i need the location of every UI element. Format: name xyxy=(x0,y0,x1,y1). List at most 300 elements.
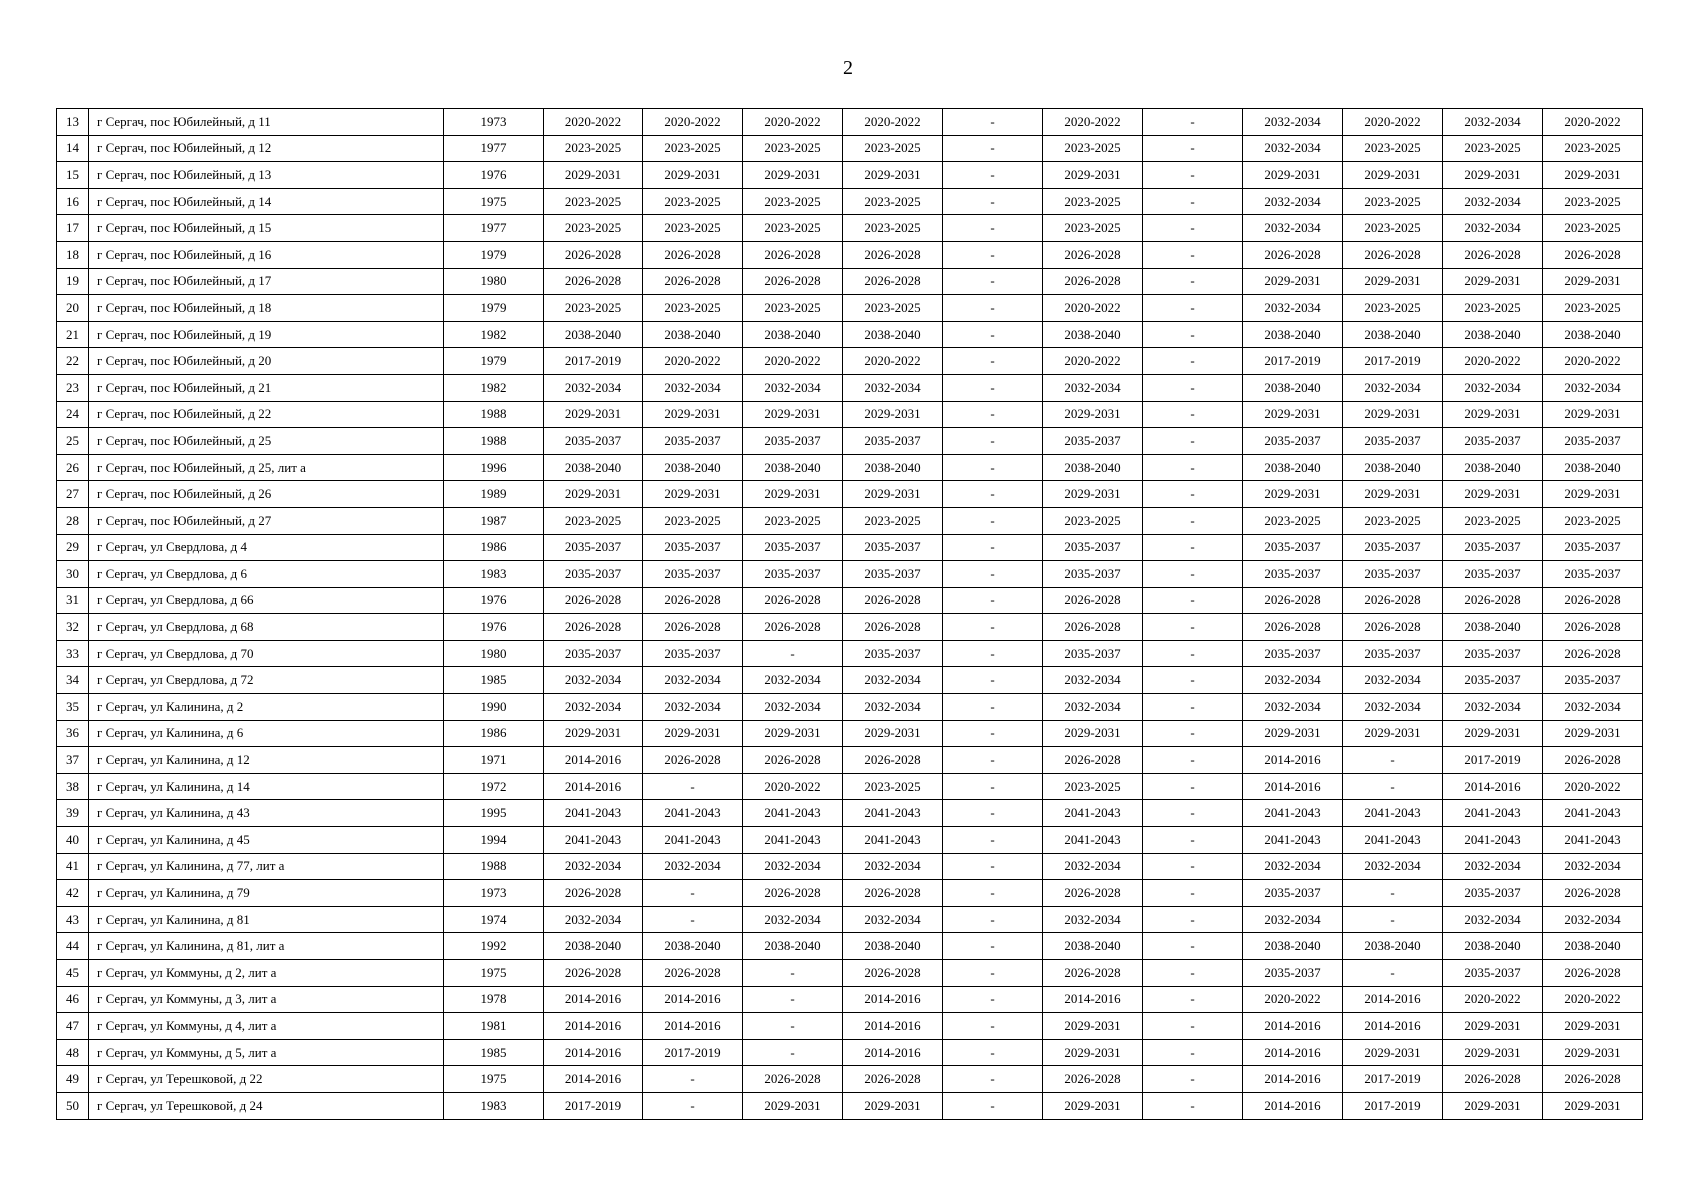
cell-period-6: 2026-2028 xyxy=(1043,747,1143,774)
cell-period-2: 2035-2037 xyxy=(643,428,743,455)
cell-period-7: - xyxy=(1143,960,1243,987)
cell-year-built: 1973 xyxy=(444,109,544,136)
table-row xyxy=(57,720,1643,747)
cell-period-11: 2041-2043 xyxy=(1543,827,1643,854)
cell-period-7: - xyxy=(1143,162,1243,189)
cell-period-6: 2035-2037 xyxy=(1043,428,1143,455)
cell-period-2: - xyxy=(643,1092,743,1119)
cell-period-6: 2038-2040 xyxy=(1043,321,1143,348)
cell-row-number: 14 xyxy=(57,135,89,162)
cell-period-3: 2023-2025 xyxy=(743,188,843,215)
table-row xyxy=(57,906,1643,933)
cell-period-8: 2029-2031 xyxy=(1243,268,1343,295)
table-row xyxy=(57,561,1643,588)
cell-period-5: - xyxy=(943,401,1043,428)
table-row xyxy=(57,640,1643,667)
cell-period-1: 2026-2028 xyxy=(544,241,643,268)
cell-period-7: - xyxy=(1143,694,1243,721)
cell-period-4: 2032-2034 xyxy=(843,374,943,401)
cell-period-8: 2035-2037 xyxy=(1243,534,1343,561)
cell-row-number: 23 xyxy=(57,374,89,401)
cell-period-1: 2038-2040 xyxy=(544,454,643,481)
cell-period-1: 2035-2037 xyxy=(544,534,643,561)
cell-period-1: 2029-2031 xyxy=(544,720,643,747)
cell-period-5: - xyxy=(943,109,1043,136)
cell-period-3: 2023-2025 xyxy=(743,215,843,242)
cell-period-9: 2029-2031 xyxy=(1343,401,1443,428)
cell-period-4: 2026-2028 xyxy=(843,241,943,268)
cell-address: г Сергач, ул Коммуны, д 2, лит а xyxy=(89,960,444,987)
cell-period-6: 2032-2034 xyxy=(1043,374,1143,401)
cell-period-10: 2032-2034 xyxy=(1443,906,1543,933)
cell-period-2: 2029-2031 xyxy=(643,720,743,747)
cell-period-5: - xyxy=(943,773,1043,800)
cell-period-3: 2041-2043 xyxy=(743,827,843,854)
cell-period-10: 2038-2040 xyxy=(1443,454,1543,481)
cell-period-9: 2035-2037 xyxy=(1343,561,1443,588)
cell-period-9: 2017-2019 xyxy=(1343,348,1443,375)
cell-period-5: - xyxy=(943,1039,1043,1066)
cell-period-11: 2038-2040 xyxy=(1543,454,1643,481)
cell-period-8: 2035-2037 xyxy=(1243,960,1343,987)
cell-period-5: - xyxy=(943,933,1043,960)
cell-address: г Сергач, ул Калинина, д 2 xyxy=(89,694,444,721)
cell-period-6: 2035-2037 xyxy=(1043,640,1143,667)
cell-row-number: 30 xyxy=(57,561,89,588)
cell-period-5: - xyxy=(943,428,1043,455)
cell-address: г Сергач, пос Юбилейный, д 25 xyxy=(89,428,444,455)
table-row xyxy=(57,1092,1643,1119)
cell-period-2: 2014-2016 xyxy=(643,986,743,1013)
cell-period-6: 2029-2031 xyxy=(1043,1092,1143,1119)
cell-period-2: 2029-2031 xyxy=(643,162,743,189)
cell-address: г Сергач, ул Свердлова, д 6 xyxy=(89,561,444,588)
cell-period-6: 2020-2022 xyxy=(1043,109,1143,136)
cell-period-1: 2014-2016 xyxy=(544,986,643,1013)
cell-address: г Сергач, ул Коммуны, д 4, лит а xyxy=(89,1013,444,1040)
cell-period-3: 2029-2031 xyxy=(743,162,843,189)
table-row xyxy=(57,295,1643,322)
cell-period-10: 2032-2034 xyxy=(1443,853,1543,880)
cell-year-built: 1980 xyxy=(444,268,544,295)
cell-period-2: 2026-2028 xyxy=(643,747,743,774)
cell-period-9: 2017-2019 xyxy=(1343,1092,1443,1119)
cell-period-10: 2032-2034 xyxy=(1443,374,1543,401)
cell-period-7: - xyxy=(1143,215,1243,242)
cell-period-8: 2032-2034 xyxy=(1243,109,1343,136)
table-row xyxy=(57,109,1643,136)
cell-period-3: 2032-2034 xyxy=(743,694,843,721)
cell-period-7: - xyxy=(1143,507,1243,534)
cell-address: г Сергач, пос Юбилейный, д 20 xyxy=(89,348,444,375)
cell-row-number: 16 xyxy=(57,188,89,215)
cell-period-3: 2026-2028 xyxy=(743,747,843,774)
cell-period-5: - xyxy=(943,827,1043,854)
cell-period-3: 2035-2037 xyxy=(743,428,843,455)
cell-period-9: 2029-2031 xyxy=(1343,268,1443,295)
cell-period-3: - xyxy=(743,1013,843,1040)
cell-address: г Сергач, ул Калинина, д 14 xyxy=(89,773,444,800)
cell-period-9: 2032-2034 xyxy=(1343,853,1443,880)
cell-period-11: 2020-2022 xyxy=(1543,986,1643,1013)
cell-period-7: - xyxy=(1143,800,1243,827)
cell-period-11: 2035-2037 xyxy=(1543,534,1643,561)
cell-period-4: 2023-2025 xyxy=(843,188,943,215)
table-row xyxy=(57,268,1643,295)
cell-period-7: - xyxy=(1143,667,1243,694)
cell-year-built: 1985 xyxy=(444,667,544,694)
cell-period-6: 2032-2034 xyxy=(1043,694,1143,721)
cell-period-1: 2017-2019 xyxy=(544,1092,643,1119)
cell-address: г Сергач, пос Юбилейный, д 26 xyxy=(89,481,444,508)
cell-period-11: 2026-2028 xyxy=(1543,640,1643,667)
cell-period-4: 2038-2040 xyxy=(843,933,943,960)
cell-period-8: 2032-2034 xyxy=(1243,667,1343,694)
cell-period-1: 2038-2040 xyxy=(544,933,643,960)
cell-period-1: 2026-2028 xyxy=(544,880,643,907)
cell-period-9: 2029-2031 xyxy=(1343,720,1443,747)
cell-year-built: 1988 xyxy=(444,428,544,455)
cell-period-8: 2014-2016 xyxy=(1243,1092,1343,1119)
cell-period-10: 2029-2031 xyxy=(1443,1092,1543,1119)
cell-row-number: 34 xyxy=(57,667,89,694)
cell-period-5: - xyxy=(943,215,1043,242)
cell-period-7: - xyxy=(1143,454,1243,481)
cell-period-5: - xyxy=(943,561,1043,588)
cell-period-5: - xyxy=(943,720,1043,747)
cell-period-10: 2035-2037 xyxy=(1443,667,1543,694)
cell-year-built: 1978 xyxy=(444,986,544,1013)
cell-period-6: 2029-2031 xyxy=(1043,1039,1143,1066)
cell-address: г Сергач, ул Терешковой, д 22 xyxy=(89,1066,444,1093)
cell-period-2: 2029-2031 xyxy=(643,401,743,428)
cell-row-number: 46 xyxy=(57,986,89,1013)
cell-period-4: 2035-2037 xyxy=(843,534,943,561)
cell-period-3: 2023-2025 xyxy=(743,507,843,534)
table-row xyxy=(57,454,1643,481)
table-row xyxy=(57,374,1643,401)
cell-period-7: - xyxy=(1143,1013,1243,1040)
cell-period-9: 2017-2019 xyxy=(1343,1066,1443,1093)
cell-period-2: 2032-2034 xyxy=(643,374,743,401)
cell-period-3: 2038-2040 xyxy=(743,933,843,960)
cell-period-4: 2032-2034 xyxy=(843,906,943,933)
cell-period-4: 2023-2025 xyxy=(843,295,943,322)
cell-period-3: 2032-2034 xyxy=(743,853,843,880)
table-row xyxy=(57,534,1643,561)
cell-period-4: 2023-2025 xyxy=(843,773,943,800)
cell-address: г Сергач, ул Свердлова, д 72 xyxy=(89,667,444,694)
cell-period-3: 2023-2025 xyxy=(743,295,843,322)
cell-period-2: 2035-2037 xyxy=(643,561,743,588)
cell-row-number: 32 xyxy=(57,614,89,641)
cell-period-8: 2014-2016 xyxy=(1243,747,1343,774)
cell-period-11: 2026-2028 xyxy=(1543,880,1643,907)
cell-period-10: 2035-2037 xyxy=(1443,880,1543,907)
cell-period-5: - xyxy=(943,162,1043,189)
cell-period-10: 2014-2016 xyxy=(1443,773,1543,800)
cell-period-9: 2035-2037 xyxy=(1343,640,1443,667)
cell-period-6: 2038-2040 xyxy=(1043,933,1143,960)
cell-period-7: - xyxy=(1143,268,1243,295)
cell-period-8: 2014-2016 xyxy=(1243,1013,1343,1040)
table-row xyxy=(57,614,1643,641)
cell-year-built: 1985 xyxy=(444,1039,544,1066)
cell-period-7: - xyxy=(1143,880,1243,907)
cell-period-5: - xyxy=(943,348,1043,375)
cell-period-11: 2023-2025 xyxy=(1543,295,1643,322)
cell-period-10: 2026-2028 xyxy=(1443,1066,1543,1093)
cell-period-5: - xyxy=(943,614,1043,641)
table-row xyxy=(57,694,1643,721)
table-row xyxy=(57,135,1643,162)
cell-row-number: 41 xyxy=(57,853,89,880)
cell-row-number: 15 xyxy=(57,162,89,189)
cell-period-4: 2029-2031 xyxy=(843,162,943,189)
cell-period-5: - xyxy=(943,295,1043,322)
cell-period-7: - xyxy=(1143,401,1243,428)
cell-period-1: 2032-2034 xyxy=(544,374,643,401)
cell-row-number: 33 xyxy=(57,640,89,667)
cell-period-1: 2014-2016 xyxy=(544,1039,643,1066)
cell-period-2: - xyxy=(643,773,743,800)
cell-period-2: 2026-2028 xyxy=(643,268,743,295)
cell-period-9: 2026-2028 xyxy=(1343,587,1443,614)
cell-period-6: 2023-2025 xyxy=(1043,215,1143,242)
cell-period-6: 2014-2016 xyxy=(1043,986,1143,1013)
cell-period-7: - xyxy=(1143,241,1243,268)
cell-year-built: 1979 xyxy=(444,348,544,375)
cell-address: г Сергач, ул Коммуны, д 3, лит а xyxy=(89,986,444,1013)
cell-address: г Сергач, ул Калинина, д 43 xyxy=(89,800,444,827)
cell-address: г Сергач, пос Юбилейный, д 18 xyxy=(89,295,444,322)
cell-period-9: - xyxy=(1343,906,1443,933)
cell-row-number: 31 xyxy=(57,587,89,614)
cell-period-2: 2023-2025 xyxy=(643,295,743,322)
cell-period-4: 2026-2028 xyxy=(843,960,943,987)
cell-period-8: 2032-2034 xyxy=(1243,906,1343,933)
cell-period-9: 2032-2034 xyxy=(1343,694,1443,721)
cell-period-1: 2014-2016 xyxy=(544,773,643,800)
cell-row-number: 37 xyxy=(57,747,89,774)
cell-period-11: 2032-2034 xyxy=(1543,906,1643,933)
cell-period-2: 2038-2040 xyxy=(643,454,743,481)
cell-period-11: 2032-2034 xyxy=(1543,853,1643,880)
cell-period-6: 2041-2043 xyxy=(1043,827,1143,854)
cell-period-1: 2026-2028 xyxy=(544,614,643,641)
cell-period-6: 2029-2031 xyxy=(1043,720,1143,747)
cell-period-9: 2023-2025 xyxy=(1343,135,1443,162)
cell-year-built: 1994 xyxy=(444,827,544,854)
cell-period-1: 2020-2022 xyxy=(544,109,643,136)
cell-period-3: 2029-2031 xyxy=(743,720,843,747)
cell-year-built: 1972 xyxy=(444,773,544,800)
cell-period-6: 2026-2028 xyxy=(1043,1066,1143,1093)
cell-period-5: - xyxy=(943,640,1043,667)
cell-period-9: 2038-2040 xyxy=(1343,454,1443,481)
cell-period-11: 2026-2028 xyxy=(1543,587,1643,614)
cell-period-8: 2014-2016 xyxy=(1243,773,1343,800)
cell-period-2: 2038-2040 xyxy=(643,321,743,348)
table-row xyxy=(57,986,1643,1013)
cell-period-11: 2029-2031 xyxy=(1543,720,1643,747)
cell-period-2: 2041-2043 xyxy=(643,827,743,854)
cell-period-8: 2017-2019 xyxy=(1243,348,1343,375)
cell-period-10: 2038-2040 xyxy=(1443,614,1543,641)
cell-period-3: 2032-2034 xyxy=(743,906,843,933)
cell-period-7: - xyxy=(1143,747,1243,774)
cell-period-4: 2026-2028 xyxy=(843,880,943,907)
table-row xyxy=(57,401,1643,428)
cell-period-11: 2029-2031 xyxy=(1543,1039,1643,1066)
cell-row-number: 38 xyxy=(57,773,89,800)
cell-period-11: 2029-2031 xyxy=(1543,1013,1643,1040)
cell-period-1: 2041-2043 xyxy=(544,800,643,827)
cell-period-2: 2035-2037 xyxy=(643,534,743,561)
cell-row-number: 20 xyxy=(57,295,89,322)
cell-period-7: - xyxy=(1143,348,1243,375)
cell-period-1: 2017-2019 xyxy=(544,348,643,375)
cell-period-5: - xyxy=(943,587,1043,614)
cell-period-5: - xyxy=(943,1066,1043,1093)
cell-period-9: 2029-2031 xyxy=(1343,481,1443,508)
cell-address: г Сергач, пос Юбилейный, д 12 xyxy=(89,135,444,162)
table-row xyxy=(57,241,1643,268)
cell-period-5: - xyxy=(943,986,1043,1013)
cell-period-11: 2029-2031 xyxy=(1543,162,1643,189)
cell-period-5: - xyxy=(943,268,1043,295)
cell-period-4: 2023-2025 xyxy=(843,507,943,534)
cell-period-3: 2029-2031 xyxy=(743,401,843,428)
cell-period-7: - xyxy=(1143,481,1243,508)
cell-address: г Сергач, пос Юбилейный, д 19 xyxy=(89,321,444,348)
cell-period-1: 2026-2028 xyxy=(544,587,643,614)
cell-period-1: 2032-2034 xyxy=(544,906,643,933)
cell-row-number: 19 xyxy=(57,268,89,295)
cell-period-5: - xyxy=(943,880,1043,907)
cell-period-6: 2035-2037 xyxy=(1043,561,1143,588)
cell-period-7: - xyxy=(1143,614,1243,641)
cell-period-9: 2038-2040 xyxy=(1343,933,1443,960)
cell-period-2: - xyxy=(643,906,743,933)
cell-period-3: 2038-2040 xyxy=(743,454,843,481)
cell-year-built: 1986 xyxy=(444,534,544,561)
table-row xyxy=(57,1066,1643,1093)
table-row xyxy=(57,162,1643,189)
cell-period-11: 2026-2028 xyxy=(1543,960,1643,987)
cell-period-6: 2038-2040 xyxy=(1043,454,1143,481)
cell-address: г Сергач, пос Юбилейный, д 22 xyxy=(89,401,444,428)
cell-period-1: 2029-2031 xyxy=(544,401,643,428)
cell-period-8: 2032-2034 xyxy=(1243,295,1343,322)
cell-period-9: 2023-2025 xyxy=(1343,507,1443,534)
cell-year-built: 1986 xyxy=(444,720,544,747)
cell-period-1: 2014-2016 xyxy=(544,1066,643,1093)
cell-year-built: 1975 xyxy=(444,1066,544,1093)
cell-address: г Сергач, ул Свердлова, д 66 xyxy=(89,587,444,614)
cell-period-11: 2035-2037 xyxy=(1543,667,1643,694)
cell-period-5: - xyxy=(943,454,1043,481)
cell-period-11: 2023-2025 xyxy=(1543,188,1643,215)
cell-period-11: 2041-2043 xyxy=(1543,800,1643,827)
cell-year-built: 1975 xyxy=(444,188,544,215)
cell-period-6: 2035-2037 xyxy=(1043,534,1143,561)
cell-period-2: 2023-2025 xyxy=(643,135,743,162)
cell-period-6: 2032-2034 xyxy=(1043,906,1143,933)
cell-period-8: 2029-2031 xyxy=(1243,401,1343,428)
cell-period-10: 2029-2031 xyxy=(1443,720,1543,747)
cell-period-9: 2032-2034 xyxy=(1343,667,1443,694)
cell-period-7: - xyxy=(1143,561,1243,588)
cell-period-5: - xyxy=(943,1092,1043,1119)
cell-year-built: 1987 xyxy=(444,507,544,534)
cell-period-11: 2032-2034 xyxy=(1543,374,1643,401)
cell-year-built: 1988 xyxy=(444,853,544,880)
table-row xyxy=(57,960,1643,987)
table-row xyxy=(57,853,1643,880)
cell-period-8: 2029-2031 xyxy=(1243,481,1343,508)
cell-period-1: 2032-2034 xyxy=(544,667,643,694)
cell-row-number: 49 xyxy=(57,1066,89,1093)
cell-period-11: 2020-2022 xyxy=(1543,348,1643,375)
cell-period-6: 2026-2028 xyxy=(1043,587,1143,614)
cell-period-3: 2020-2022 xyxy=(743,348,843,375)
cell-period-6: 2029-2031 xyxy=(1043,162,1143,189)
cell-address: г Сергач, ул Калинина, д 79 xyxy=(89,880,444,907)
cell-period-2: - xyxy=(643,880,743,907)
cell-period-1: 2014-2016 xyxy=(544,747,643,774)
cell-address: г Сергач, ул Калинина, д 12 xyxy=(89,747,444,774)
cell-period-10: 2023-2025 xyxy=(1443,135,1543,162)
repair-schedule-table xyxy=(56,108,1643,1120)
cell-period-5: - xyxy=(943,321,1043,348)
cell-period-1: 2029-2031 xyxy=(544,481,643,508)
cell-period-3: 2029-2031 xyxy=(743,481,843,508)
cell-period-3: 2026-2028 xyxy=(743,241,843,268)
cell-period-4: 2041-2043 xyxy=(843,827,943,854)
cell-period-1: 2035-2037 xyxy=(544,640,643,667)
cell-period-2: 2020-2022 xyxy=(643,109,743,136)
cell-period-8: 2038-2040 xyxy=(1243,374,1343,401)
cell-period-1: 2035-2037 xyxy=(544,428,643,455)
cell-period-8: 2035-2037 xyxy=(1243,880,1343,907)
cell-period-11: 2026-2028 xyxy=(1543,614,1643,641)
cell-period-7: - xyxy=(1143,1092,1243,1119)
cell-year-built: 1971 xyxy=(444,747,544,774)
cell-row-number: 24 xyxy=(57,401,89,428)
cell-period-8: 2032-2034 xyxy=(1243,853,1343,880)
cell-period-7: - xyxy=(1143,827,1243,854)
cell-year-built: 1983 xyxy=(444,561,544,588)
table-row xyxy=(57,827,1643,854)
cell-address: г Сергач, пос Юбилейный, д 25, лит а xyxy=(89,454,444,481)
cell-period-7: - xyxy=(1143,374,1243,401)
cell-period-10: 2032-2034 xyxy=(1443,694,1543,721)
cell-period-5: - xyxy=(943,241,1043,268)
cell-period-10: 2032-2034 xyxy=(1443,188,1543,215)
cell-period-9: 2041-2043 xyxy=(1343,800,1443,827)
cell-period-4: 2029-2031 xyxy=(843,401,943,428)
cell-period-10: 2020-2022 xyxy=(1443,986,1543,1013)
cell-period-8: 2032-2034 xyxy=(1243,694,1343,721)
cell-year-built: 1996 xyxy=(444,454,544,481)
cell-period-1: 2023-2025 xyxy=(544,135,643,162)
cell-row-number: 39 xyxy=(57,800,89,827)
cell-period-2: 2032-2034 xyxy=(643,853,743,880)
cell-period-1: 2023-2025 xyxy=(544,188,643,215)
cell-period-11: 2029-2031 xyxy=(1543,481,1643,508)
cell-address: г Сергач, пос Юбилейный, д 13 xyxy=(89,162,444,189)
